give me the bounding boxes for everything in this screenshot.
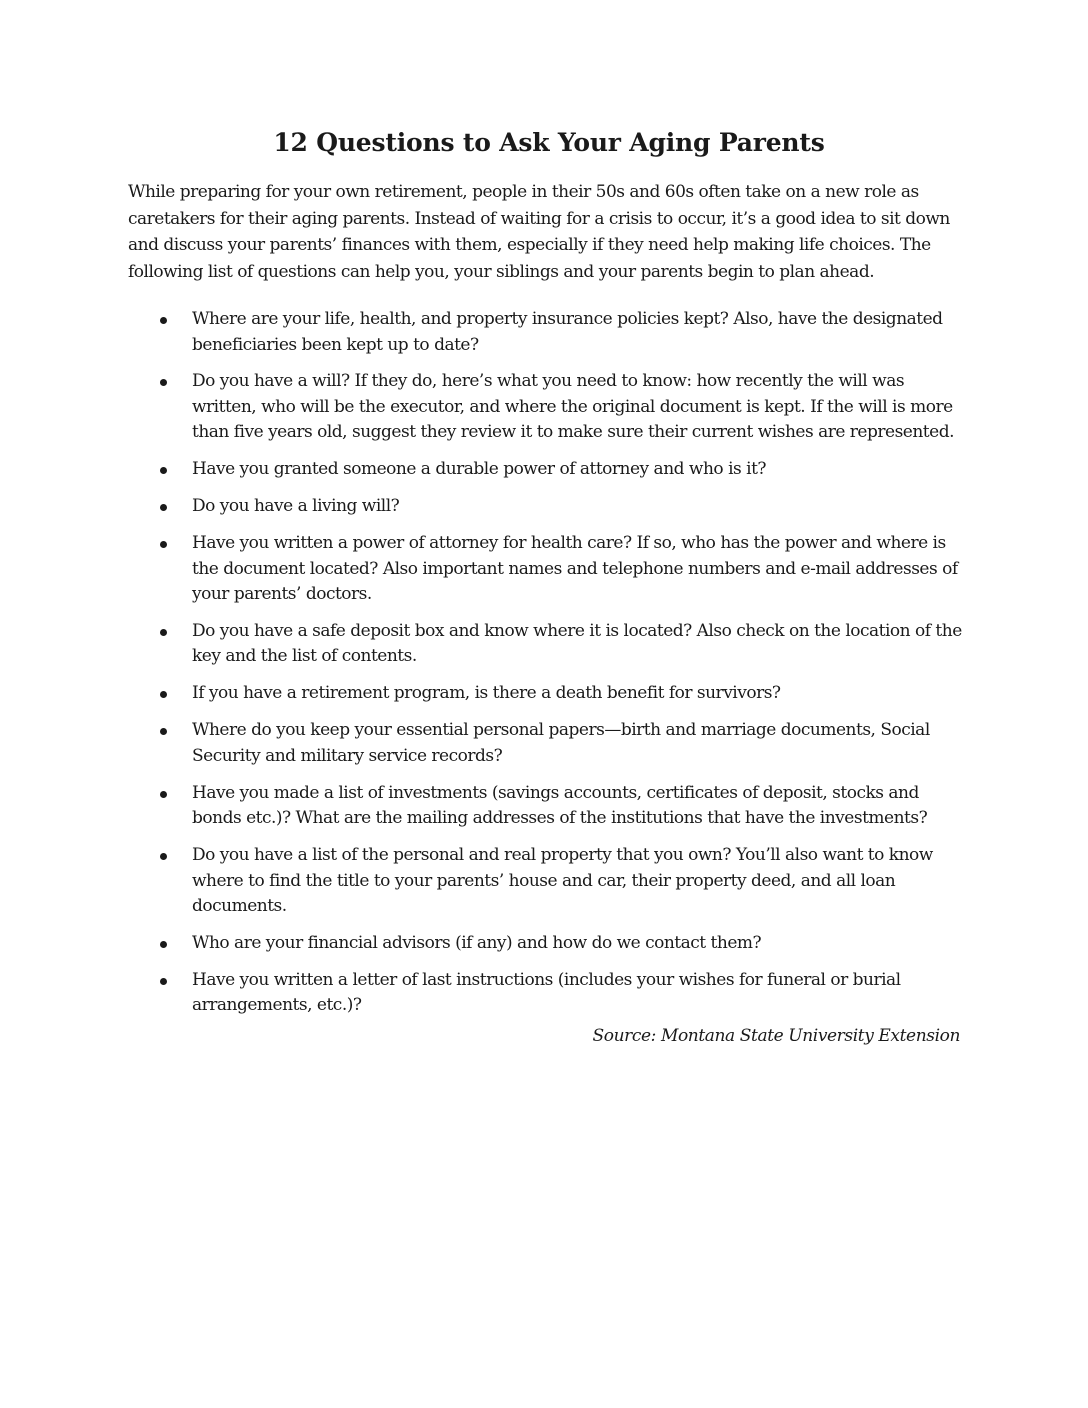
question-text: Do you have a will? If they do, here’s what you need to know: how recently the will was written, who will be the executor, and where the original document is kept. If the will is more than five years old, suggest they review it to make sure their current wishes are represented. — [192, 371, 954, 443]
list-item — [128, 619, 964, 670]
list-item — [128, 457, 964, 483]
list-item — [128, 843, 964, 920]
bullet-icon — [160, 467, 167, 474]
list-item — [128, 369, 964, 446]
bullet-icon — [160, 978, 167, 985]
question-text: Have you written a letter of last instructions (includes your wishes for funeral or burial arrangements, etc.)? — [192, 969, 901, 1016]
bullet-icon — [160, 853, 167, 860]
bullet-icon — [160, 791, 167, 798]
bullet-icon — [160, 504, 167, 511]
list-item — [128, 968, 964, 1019]
list-item — [128, 781, 964, 832]
list-item — [128, 307, 964, 358]
bullet-icon — [160, 541, 167, 548]
question-text: Do you have a safe deposit box and know where it is located? Also check on the location of the key and the list of contents. — [192, 620, 962, 667]
bullet-icon — [160, 379, 167, 386]
question-text: Do you have a living will? — [192, 496, 400, 517]
question-text: Where are your life, health, and property insurance policies kept? Also, have the designated beneficiaries been kept up to date? — [192, 309, 943, 355]
list-item — [128, 681, 964, 707]
bullet-icon — [160, 629, 167, 636]
question-text: Who are your financial advisors (if any) and how do we contact them? — [192, 932, 762, 953]
page-title: 12 Questions to Ask Your Aging Parents — [273, 128, 825, 157]
question-list — [128, 307, 964, 1019]
list-item — [128, 531, 964, 608]
question-text: If you have a retirement program, is there a death benefit for survivors? — [192, 683, 781, 704]
question-text: Do you have a list of the personal and real property that you own? You’ll also want to know where to find the title to your parents’ house and car, their property deed, and all loan documents. — [192, 845, 933, 917]
list-item — [128, 494, 964, 520]
list-item — [128, 931, 964, 957]
intro-paragraph: While preparing for your own retirement, people in their 50s and 60s often take on a new role as caretakers for their aging parents. Instead of waiting for a crisis to occur, it’s a good idea to sit down and discuss your parents’ finances with them, especially if they need help making life choices. The following list of questions can help you, your siblings and your parents begin to plan ahead. — [128, 182, 950, 282]
bullet-icon — [160, 691, 167, 698]
bullet-icon — [160, 317, 167, 324]
list-item — [128, 718, 964, 769]
question-text: Have you written a power of attorney for health care? If so, who has the power and where is the document located? Also important names and telephone numbers and e-mail addresses of your parents’ doctors. — [192, 533, 958, 605]
question-text: Have you made a list of investments (savings accounts, certificates of deposit, stocks and bonds etc.)? What are the mailing addresses of the institutions that have the investments? — [192, 782, 928, 829]
source-citation: Source: Montana State University Extension — [592, 1026, 960, 1047]
question-text: Where do you keep your essential personal papers—birth and marriage documents, Social Security and military service records? — [192, 720, 930, 766]
bullet-icon — [160, 941, 167, 948]
question-text: Have you granted someone a durable power of attorney and who is it? — [192, 459, 767, 480]
bullet-icon — [160, 728, 167, 735]
document-page — [128, 128, 964, 1049]
